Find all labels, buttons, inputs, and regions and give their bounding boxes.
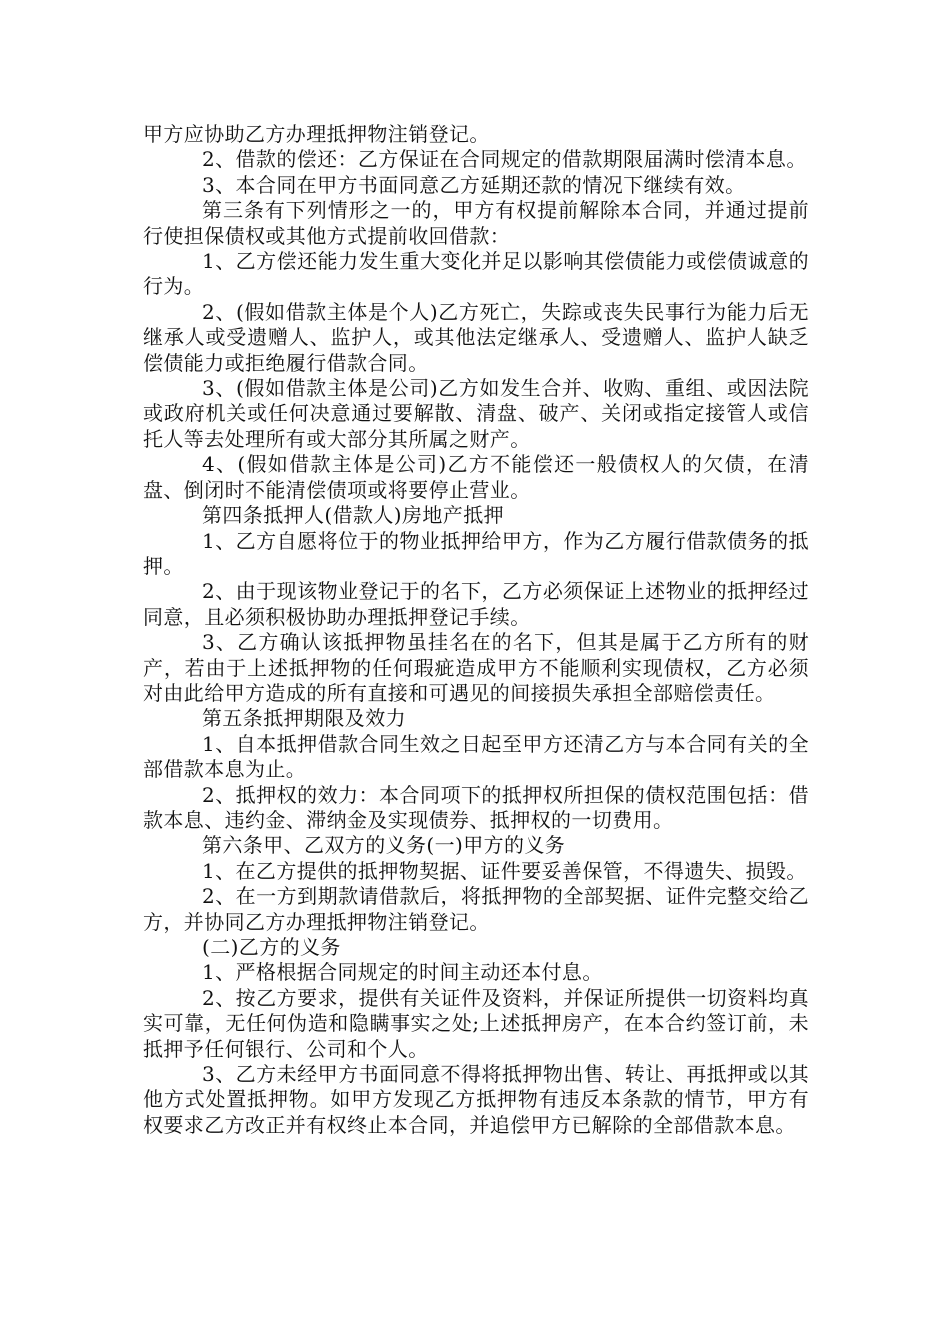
article-6-party-a-item-2: 2、在一方到期款请借款后，将抵押物的全部契据、证件完整交给乙方，并协同乙方办理抵押物注销登记。	[143, 884, 809, 934]
article-3-item-4: 4、(假如借款主体是公司)乙方不能偿还一般债权人的欠债，在清盘、倒闭时不能清偿债项或将要停止营业。	[143, 452, 809, 502]
article-5-item-2: 2、抵押权的效力：本合同项下的抵押权所担保的债权范围包括：借款本息、违约金、滞纳金及实现债券、抵押权的一切费用。	[143, 782, 809, 832]
article-4-heading: 第四条抵押人(借款人)房地产抵押	[202, 503, 505, 528]
article-6-party-b-item-3: 3、乙方未经甲方书面同意不得将抵押物出售、转让、再抵押或以其他方式处置抵押物。如甲方发现乙方抵押物有违反本条款的情节，甲方有权要求乙方改正并有权终止本合同，并追偿甲方已解除的全部借款本息。	[143, 1062, 809, 1137]
article-3-heading: 第三条有下列情形之一的，甲方有权提前解除本合同，并通过提前行使担保债权或其他方式提前收回借款：	[143, 198, 809, 248]
article-3-item-2: 2、(假如借款主体是个人)乙方死亡，失踪或丧失民事行为能力后无继承人或受遗赠人、监护人，或其他法定继承人、受遗赠人、监护人缺乏偿债能力或拒绝履行借款合同。	[143, 299, 809, 375]
article-6-heading: 第六条甲、乙双方的义务(一)甲方的义务	[202, 833, 566, 858]
article-5-heading: 第五条抵押期限及效力	[202, 706, 406, 731]
article-3-item-3: 3、(假如借款主体是公司)乙方如发生合并、收购、重组、或因法院或政府机关或任何决意通过要解散、清盘、破产、关闭或指定接管人或信托人等去处理所有或大部分其所属之财产。	[143, 376, 809, 451]
article-4-item-2: 2、由于现该物业登记于的名下，乙方必须保证上述物业的抵押经过同意，且必须积极协助办理抵押登记手续。	[143, 579, 809, 629]
paragraph-continuation: 甲方应协助乙方办理抵押物注销登记。	[143, 122, 490, 146]
article-6-party-b-item-2: 2、按乙方要求，提供有关证件及资料，并保证所提供一切资料均真实可靠，无任何伪造和隐瞒事实之处;上述抵押房产，在本合约签订前，未抵押予任何银行、公司和个人。	[143, 985, 809, 1061]
article-4-item-1: 1、乙方自愿将位于的物业抵押给甲方，作为乙方履行借款债务的抵押。	[143, 528, 809, 578]
paragraph-extension: 3、本合同在甲方书面同意乙方延期还款的情况下继续有效。	[202, 172, 746, 197]
article-6-party-a-item-1: 1、在乙方提供的抵押物契据、证件要妥善保管，不得遗失、损毁。	[202, 858, 807, 883]
article-6-party-b-item-1: 1、严格根据合同规定的时间主动还本付息。	[202, 960, 603, 985]
article-3-item-1: 1、乙方偿还能力发生重大变化并足以影响其偿债能力或偿债诚意的行为。	[143, 249, 809, 299]
article-6-party-b-heading: (二)乙方的义务	[202, 935, 341, 959]
article-4-item-3: 3、乙方确认该抵押物虽挂名在的名下，但其是属于乙方所有的财产，若由于上述抵押物的任何瑕疵造成甲方不能顺利实现债权，乙方必须对由此给甲方造成的所有直接和可遇见的间接损失承担全部赔偿责任。	[143, 630, 809, 705]
article-5-item-1: 1、自本抵押借款合同生效之日起至甲方还清乙方与本合同有关的全部借款本息为止。	[143, 731, 809, 782]
paragraph-repayment: 2、借款的偿还：乙方保证在合同规定的借款期限届满时偿清本息。	[202, 147, 807, 172]
document-body	[143, 122, 809, 1138]
